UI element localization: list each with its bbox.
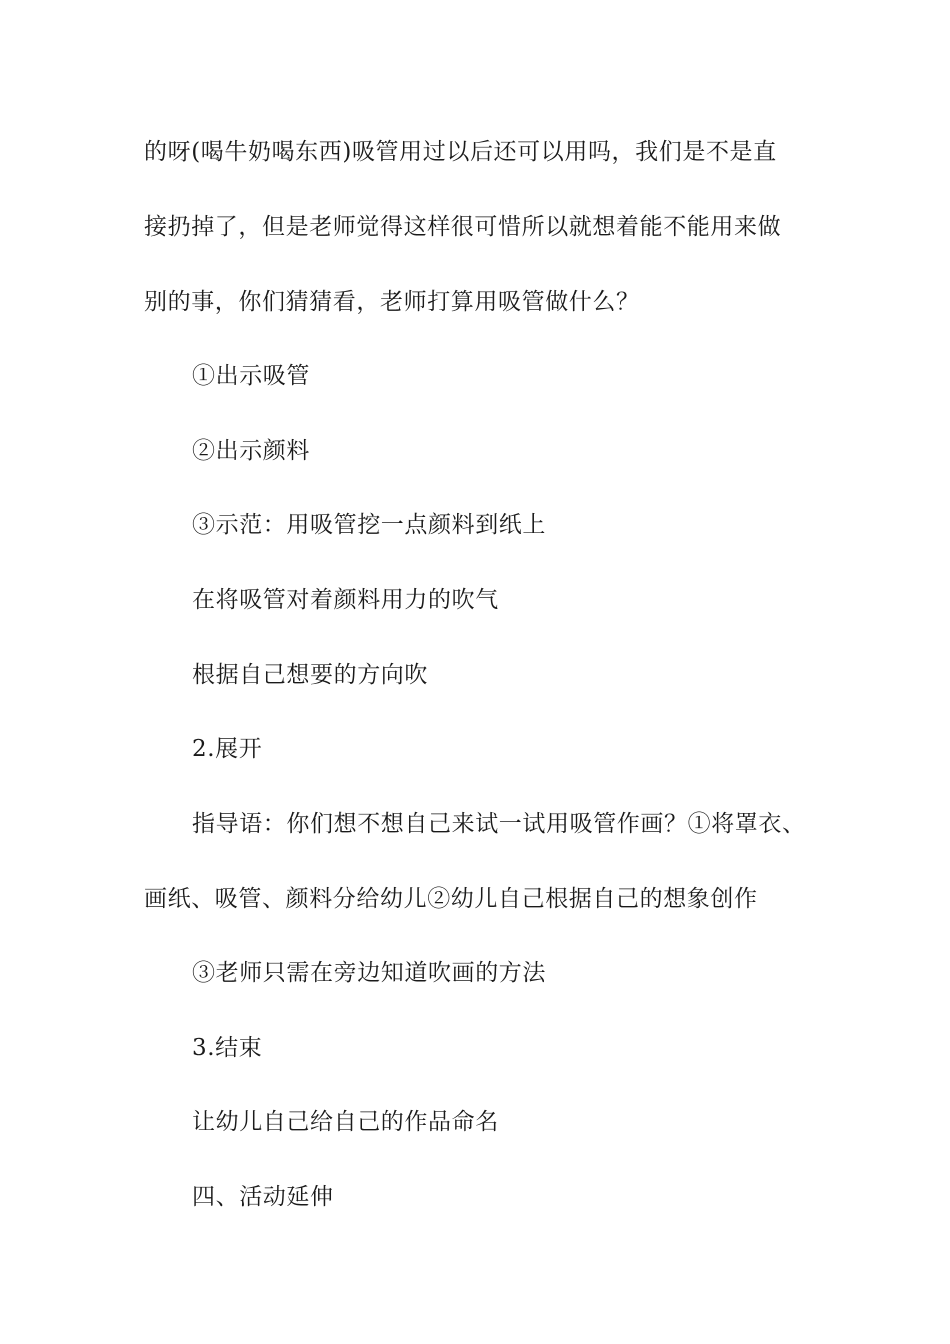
guidance-line-2: 画纸、吸管、颜料分给幼儿②幼儿自己根据自己的想象创作: [144, 886, 758, 912]
step-blow-direction: 根据自己想要的方向吹: [192, 662, 428, 688]
step-blow-paint: 在将吸管对着颜料用力的吹气: [192, 587, 499, 613]
guidance-line-3: ③老师只需在旁边知道吹画的方法: [192, 960, 546, 986]
section-heading-end: 3.结束: [192, 1035, 263, 1061]
section-heading-extension: 四、活动延伸: [192, 1184, 334, 1210]
section-heading-expand: 2.展开: [192, 736, 263, 762]
paragraph-line-2: 接扔掉了，但是老师觉得这样很可惜所以就想着能不能用来做: [144, 214, 782, 240]
step-show-straw: ①出示吸管: [192, 363, 310, 389]
step-show-paint: ②出示颜料: [192, 438, 310, 464]
paragraph-line-1: 的呀(喝牛奶喝东西)吸管用过以后还可以用吗，我们是不是直: [144, 139, 777, 165]
end-instruction: 让幼儿自己给自己的作品命名: [192, 1109, 499, 1135]
paragraph-line-3: 别的事，你们猜猜看，老师打算用吸管做什么？: [144, 289, 640, 315]
guidance-line-1: 指导语：你们想不想自己来试一试用吸管作画？①将罩衣、: [192, 811, 806, 837]
step-demonstrate: ③示范：用吸管挖一点颜料到纸上: [192, 512, 546, 538]
